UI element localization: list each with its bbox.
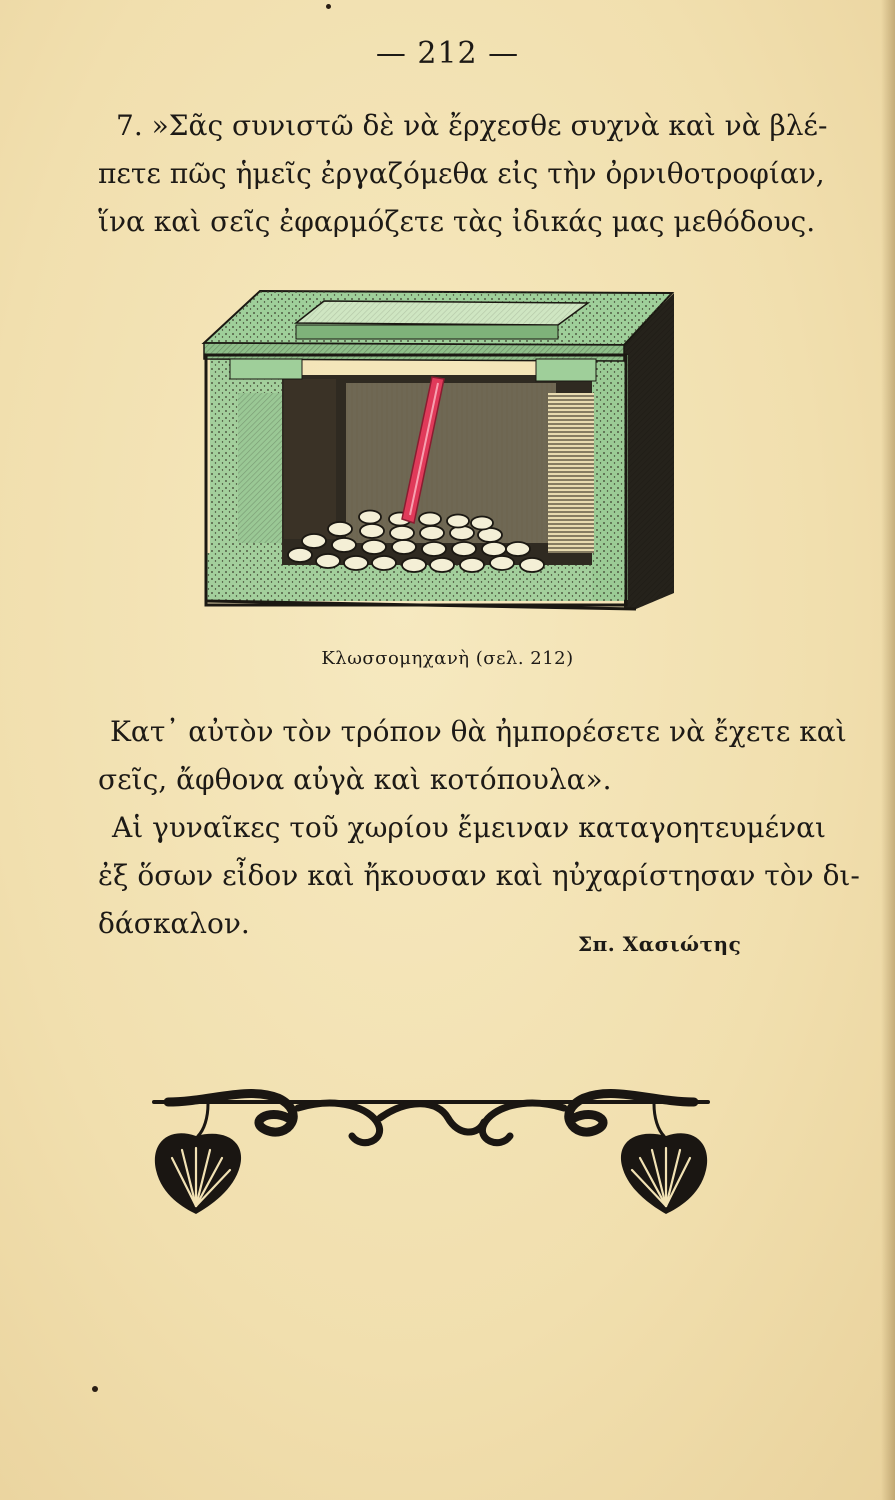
floral-ornament: [148, 1078, 714, 1224]
paragraph-2: [98, 708, 860, 948]
text-line: Αἱ γυναῖκες τοῦ χωρίου ἔμειναν καταγοητευμέναι: [112, 811, 826, 844]
page-edge-shadow: [881, 0, 895, 1500]
text-line: Κατ᾽ αὐτὸν τὸν τρόπον θὰ ἠμπορέσετε νὰ ἔχετε καὶ: [110, 715, 847, 748]
text-line: 7. »Σᾶς συνιστῶ δὲ νὰ ἔρχεσθε συχνὰ καὶ νὰ βλέ-: [116, 109, 828, 142]
page-number: — 212 —: [375, 36, 520, 71]
paragraph-1: [98, 102, 830, 246]
text-line: δάσκαλον.: [98, 907, 250, 940]
text-line: ἐξ ὅσων εἶδον καὶ ἤκουσαν καὶ ηὐχαρίστησαν τὸν δι-: [98, 859, 860, 892]
figure-caption: Κλωσσομηχανὴ (σελ. 212): [321, 648, 574, 669]
incubator-illustration: [196, 283, 682, 618]
text-line: σεῖς, ἄφθονα αὐγὰ καὶ κοτόπουλα».: [98, 763, 612, 796]
ink-speck: [326, 4, 331, 9]
ink-speck: [92, 1386, 98, 1392]
text-line: ἵνα καὶ σεῖς ἐφαρμόζετε τὰς ἰδικάς μας μεθόδους.: [98, 205, 816, 238]
text-line: πετε πῶς ἡμεῖς ἐργαζόμεθα εἰς τὴν ὀρνιθοτροφίαν,: [98, 157, 825, 190]
author-signature: Σπ. Χασιώτης: [578, 932, 742, 956]
